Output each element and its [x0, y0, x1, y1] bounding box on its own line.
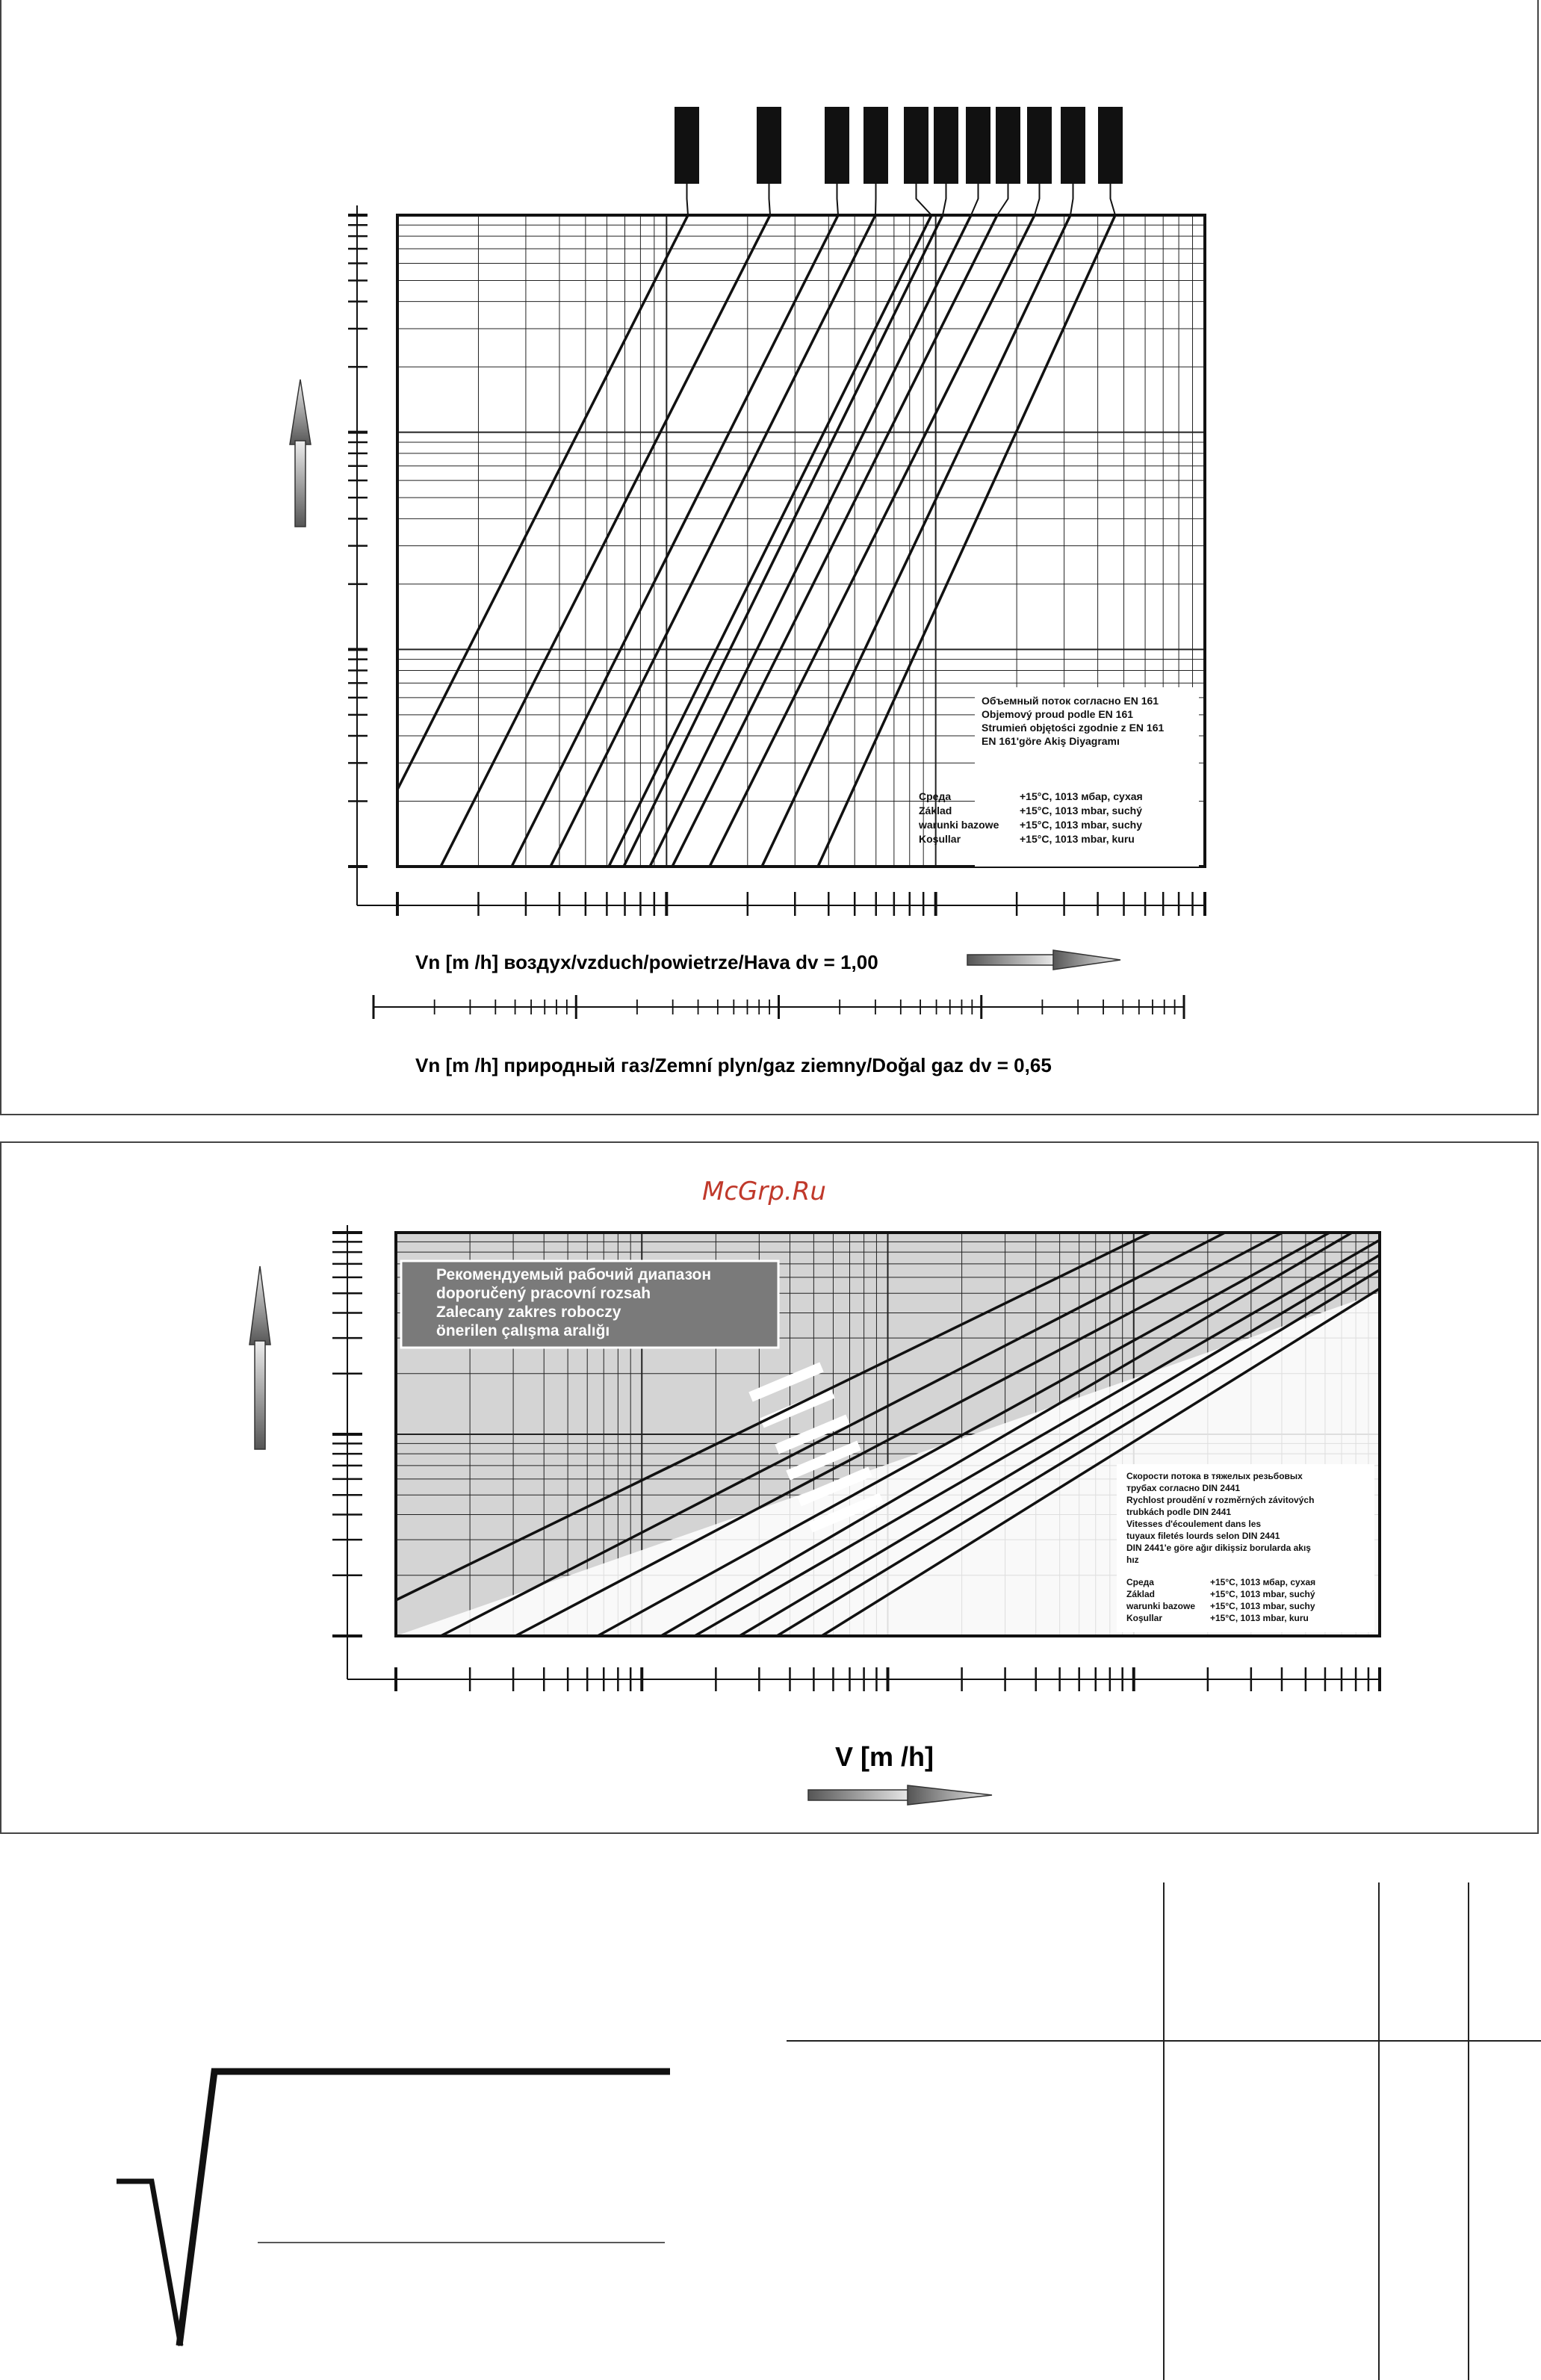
size-marker-tab [966, 107, 990, 184]
watermark-text: McGrp.Ru [702, 1177, 826, 1206]
bottom-legend-line: hız [1126, 1555, 1139, 1565]
form-area [258, 1882, 1541, 2380]
size-marker-tab [1098, 107, 1123, 184]
top-x-arrow-icon [967, 950, 1120, 970]
bottom-condition-label: warunki bazowe [1126, 1601, 1196, 1611]
top-legend-line: EN 161'göre Akiş Diyagramı [982, 735, 1120, 747]
size-marker-leader [917, 184, 932, 215]
top-condition-value: +15°C, 1013 mbar, suchy [1020, 819, 1142, 831]
size-marker-tab [1061, 107, 1085, 184]
size-marker-leader [1035, 184, 1040, 215]
bottom-x-axis-label: V [m /h] [835, 1741, 934, 1772]
size-marker-leader [1111, 184, 1116, 215]
size-marker-leader [837, 184, 839, 215]
size-marker-tab [863, 107, 888, 184]
bottom-legend-line: trubkách podle DIN 2441 [1126, 1507, 1232, 1517]
bottom-condition-label: Среда [1126, 1577, 1154, 1587]
bottom-velocity-chart [249, 1177, 1380, 1805]
size-marker-tab [757, 107, 781, 184]
size-marker-tab [825, 107, 849, 184]
bottom-condition-value: +15°C, 1013 мбар, сухая [1210, 1577, 1316, 1587]
size-marker-leader [1070, 184, 1073, 215]
bottom-legend-line: трубах согласно DIN 2441 [1126, 1483, 1241, 1493]
bottom-x-arrow-icon [808, 1785, 992, 1805]
bottom-legend-line: Скорости потока в тяжелых резьбовых [1126, 1471, 1303, 1481]
size-marker-leader [943, 184, 946, 215]
range-line: önerilen çalışma aralığı [436, 1322, 610, 1339]
bottom-condition-value: +15°C, 1013 mbar, suchy [1210, 1601, 1315, 1611]
range-line: Рекомендуемый рабочий диапазон [436, 1266, 712, 1283]
top-condition-value: +15°C, 1013 мбар, сухая [1020, 790, 1143, 802]
square-root-symbol-icon [117, 2071, 670, 2346]
top-condition-value: +15°C, 1013 mbar, suchý [1020, 805, 1142, 816]
top-condition-label: Základ [919, 805, 952, 816]
series-line [512, 215, 838, 867]
bottom-legend-line: DIN 2441'e göre ağır dikişsiz borularda akış [1126, 1543, 1311, 1553]
range-line: Zalecany zakres roboczy [436, 1304, 621, 1321]
size-marker-tab [996, 107, 1020, 184]
bottom-legend-line: tuyaux filetés lourds selon DIN 2441 [1126, 1531, 1280, 1541]
size-marker-tab [1027, 107, 1052, 184]
bottom-condition-value: +15°C, 1013 mbar, suchý [1210, 1589, 1315, 1599]
bottom-y-arrow-icon [249, 1266, 270, 1449]
top-flow-chart [290, 107, 1205, 1076]
top-x-axis-label: Vn [m /h] воздух/vzduch/powietrze/Hava dv = 1,00 [415, 951, 878, 973]
size-marker-tab [934, 107, 958, 184]
series-line [624, 215, 943, 867]
size-marker-tab [675, 107, 699, 184]
size-marker-leader [769, 184, 771, 215]
top-condition-value: +15°C, 1013 mbar, kuru [1020, 833, 1135, 845]
top-condition-label: Koşullar [919, 833, 961, 845]
top-legend-line: Objemový proud podle EN 161 [982, 708, 1134, 720]
bottom-condition-label: Základ [1126, 1589, 1156, 1599]
bottom-legend-line: Rychlost proudění v rozměrných závitových [1126, 1495, 1315, 1505]
top-y-arrow-icon [290, 379, 311, 527]
size-marker-tab [904, 107, 928, 184]
top-condition-label: warunki bazowe [919, 819, 999, 831]
series-line [650, 215, 971, 867]
size-marker-leader [687, 184, 689, 215]
top-condition-label: Среда [919, 790, 952, 802]
top-legend-line: Strumień objętości zgodnie z EN 161 [982, 722, 1165, 734]
series-line [551, 215, 875, 867]
top-x-axis-label-2: Vn [m /h] природный газ/Zemní plyn/gaz ziemny/Doğal gaz dv = 0,65 [415, 1054, 1052, 1076]
size-marker-leader [997, 184, 1008, 215]
series-line [609, 215, 931, 867]
bottom-condition-label: Koşullar [1126, 1613, 1163, 1623]
bottom-condition-value: +15°C, 1013 mbar, kuru [1210, 1613, 1309, 1623]
bottom-legend-line: Vitesses d'écoulement dans les [1126, 1519, 1262, 1529]
size-marker-leader [971, 184, 979, 215]
top-legend-line: Объемный поток согласно EN 161 [982, 695, 1159, 707]
size-marker-leader [875, 184, 876, 215]
range-line: doporučený pracovní rozsah [436, 1285, 651, 1302]
